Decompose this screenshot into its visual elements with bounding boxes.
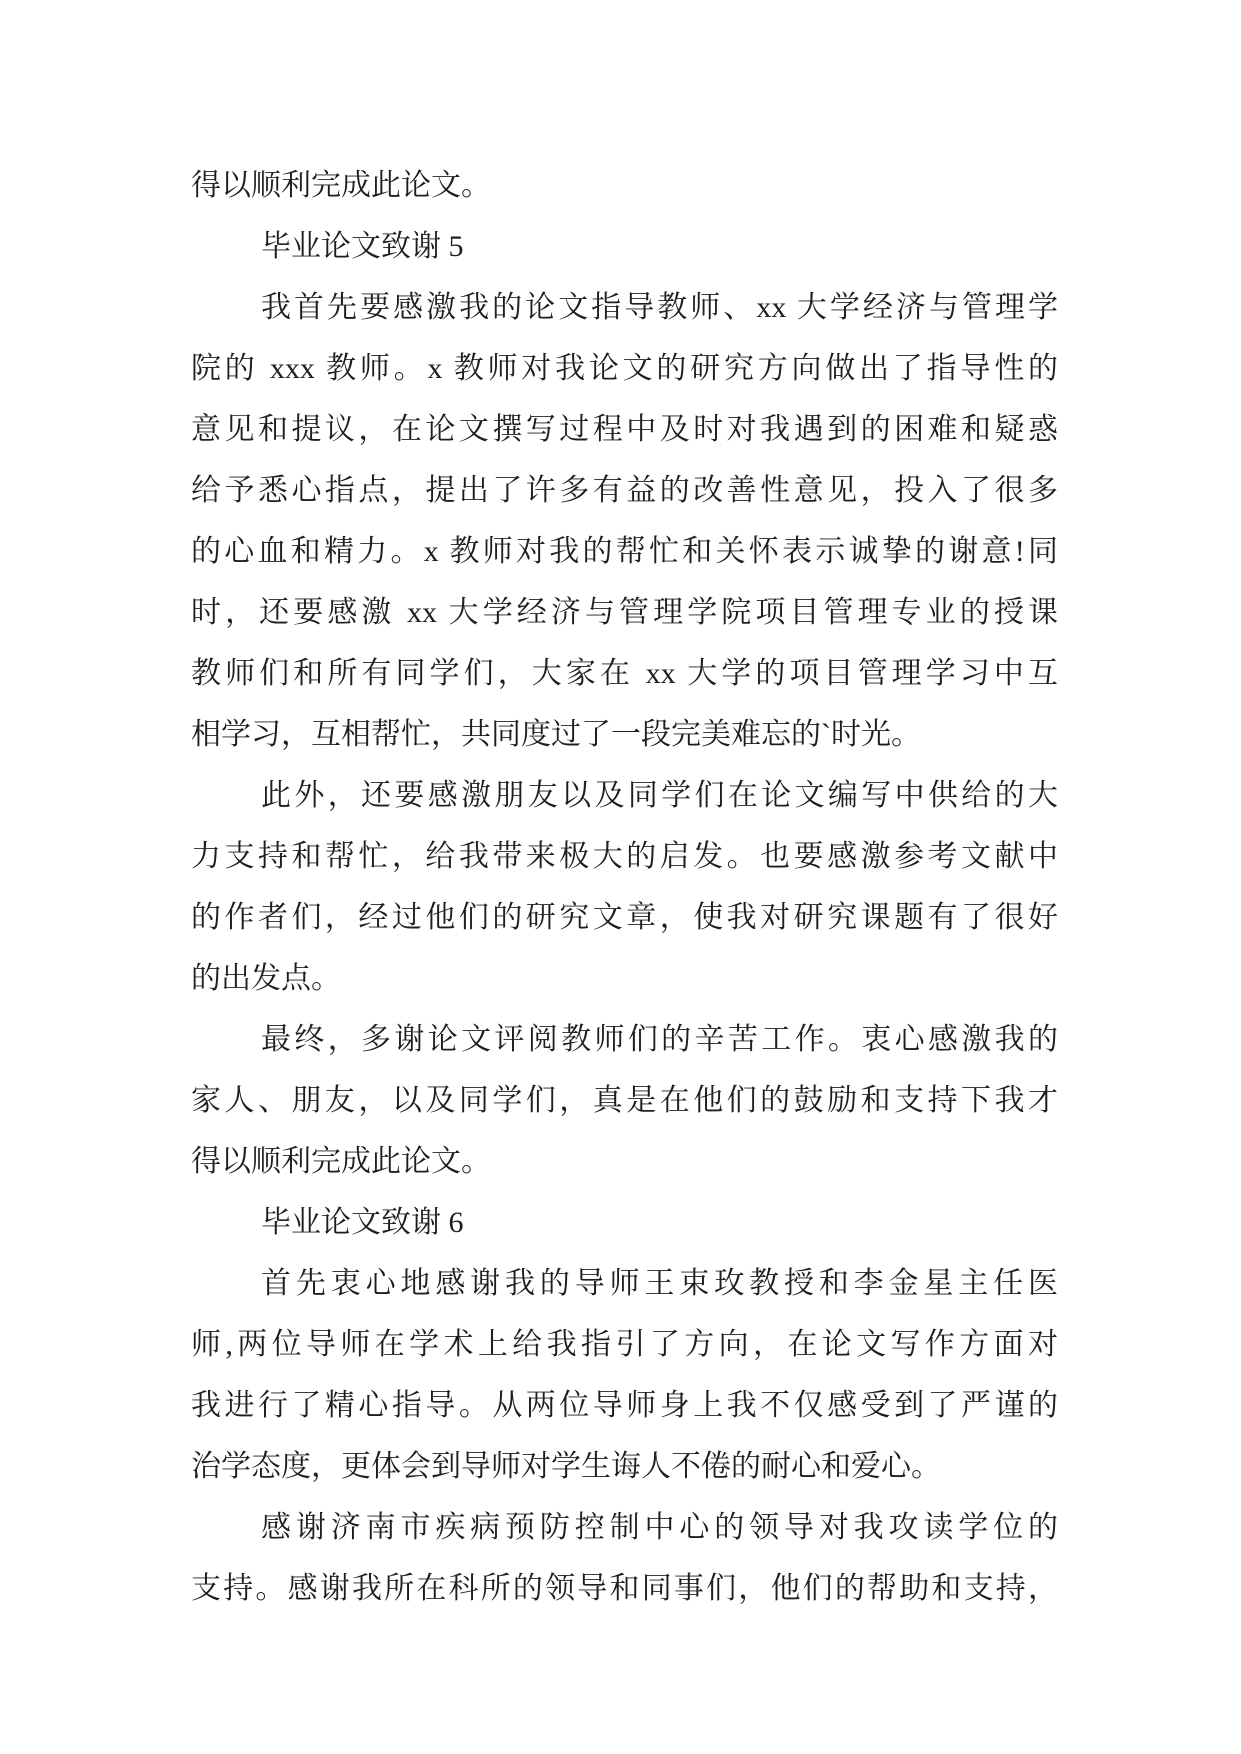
section-heading: 毕业论文致谢 6 [261,1206,464,1239]
continuation-line: 得以顺利完成此论文。 [191,169,491,202]
text-line: 相学习，互相帮忙，共同度过了一段完美难忘的`时光。 [191,718,921,751]
text-line: 感谢济南市疾病预防控制中心的领导对我攻读学位的 [261,1511,1058,1544]
text-line: 我进行了精心指导。从两位导师身上我不仅感受到了严谨的 [191,1389,1058,1422]
paragraph [191,1009,1058,1192]
text-line: 治学态度，更体会到导师对学生诲人不倦的耐心和爱心。 [191,1450,941,1483]
text-line: 时，还要感激 xx 大学经济与管理学院项目管理专业的授课 [191,596,1058,629]
text-line: 的心血和精力。x 教师对我的帮忙和关怀表示诚挚的谢意!同 [191,535,1058,568]
paragraph [191,765,1058,1009]
text-line: 给予悉心指点，提出了许多有益的改善性意见，投入了很多 [191,474,1058,507]
text-line: 师,两位导师在学术上给我指引了方向，在论文写作方面对 [191,1328,1058,1361]
text-line: 首先衷心地感谢我的导师王束玫教授和李金星主任医 [261,1267,1058,1300]
text-line: 教师们和所有同学们，大家在 xx 大学的项目管理学习中互 [191,657,1058,690]
text-line: 支持。感谢我所在科所的领导和同事们，他们的帮助和支持， [191,1572,1058,1605]
text-line: 的出发点。 [191,962,341,995]
paragraph [191,1253,1058,1497]
text-line: 得以顺利完成此论文。 [191,1145,491,1178]
text-line: 家人、朋友，以及同学们，真是在他们的鼓励和支持下我才 [191,1084,1058,1117]
text-line: 的作者们，经过他们的研究文章，使我对研究课题有了很好 [191,901,1058,934]
section-heading: 毕业论文致谢 5 [261,230,464,263]
text-line: 意见和提议，在论文撰写过程中及时对我遇到的困难和疑惑 [191,413,1058,446]
paragraph [191,1497,1058,1619]
text-line: 此外，还要感激朋友以及同学们在论文编写中供给的大 [261,779,1058,812]
text-line: 最终，多谢论文评阅教师们的辛苦工作。衷心感激我的 [261,1023,1058,1056]
text-line: 力支持和帮忙，给我带来极大的启发。也要感激参考文献中 [191,840,1058,873]
paragraph [191,277,1058,765]
text-line: 我首先要感激我的论文指导教师、xx 大学经济与管理学 [261,291,1058,324]
document-body [191,155,1058,1619]
text-line: 院的 xxx 教师。x 教师对我论文的研究方向做出了指导性的 [191,352,1058,385]
